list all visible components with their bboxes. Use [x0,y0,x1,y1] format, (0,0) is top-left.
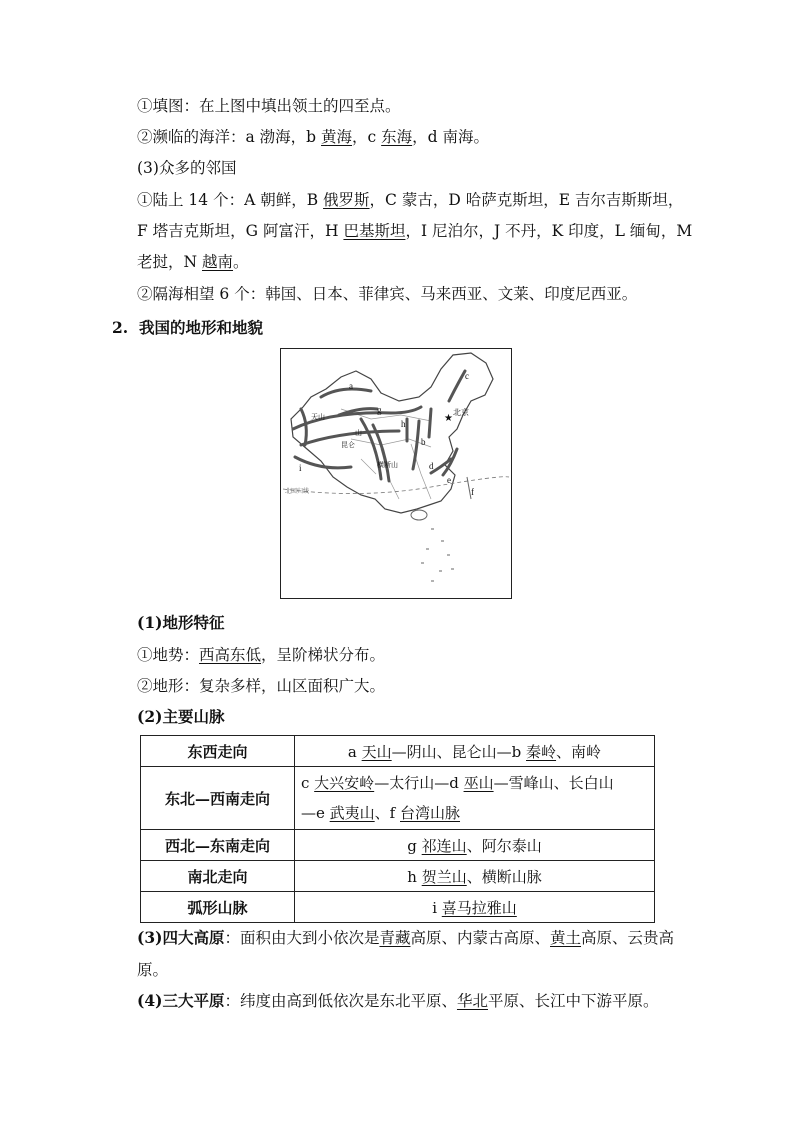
section-number: 2. [112,318,129,337]
range-direction: 东北—西南走向 [141,767,295,830]
range-direction: 西北—东南走向 [141,830,295,861]
terrain-suffix: ，呈阶梯状分布。 [261,646,386,664]
land-neighbors-line-1 [137,190,683,210]
map-letter-i: i [299,463,302,473]
map-letter-f: f [471,487,474,497]
range-text: 、南岭 [556,742,602,761]
range-answer: 天山 [361,742,392,761]
china-terrain-map [280,348,512,599]
range-answer: 巫山 [463,774,494,792]
range-text: 、阿尔泰山 [466,836,542,855]
range-list [295,767,655,830]
range-answer: 祁连山 [421,836,467,855]
plateaus-line-1 [137,928,674,948]
range-text: —阴山、昆仑山—b [391,742,527,761]
plateaus-text3: 高原、云贵高 [581,929,675,947]
range-text: a [347,742,362,761]
land2-prefix: F 塔吉克斯坦，G 阿富汗，H [137,222,344,240]
land-neighbors-line-2 [137,221,692,241]
plateau-answer-1: 青藏 [379,929,411,947]
plains-line [137,991,659,1011]
beijing-star: ★ [444,413,453,424]
terrain-answer: 西高东低 [199,646,262,664]
map-letter-g: g [377,405,382,415]
map-label-tianshan: 天山 [311,413,325,421]
neighbor-h: 巴基斯坦 [343,222,406,240]
sea-b: 黄海 [321,128,353,146]
range-text: i [432,898,442,917]
plateaus-text2: 高原、内蒙古高原、 [410,929,550,947]
ranges-row [141,736,655,767]
plain-answer: 华北 [456,992,488,1010]
range-list-line [301,768,654,798]
map-letter-e: e [447,475,451,485]
sea-c: 东海 [381,128,413,146]
plains-text1: ：纬度由高到低依次是东北平原、 [224,992,457,1010]
range-direction: 南北走向 [141,861,295,892]
plateaus-text1: ：面积由大到小依次是 [224,929,380,947]
range-list [295,861,655,892]
range-answer: 台湾山脉 [400,804,461,822]
range-list [295,892,655,923]
range-text: h [407,867,422,886]
range-list [295,736,655,767]
tropic-line [283,477,509,494]
map-label-kunlun: 昆仑 [341,441,355,449]
land1-prefix: ①陆上 14 个：A 朝鲜，B [137,191,324,209]
range-direction: 弧形山脉 [141,892,295,923]
plains-label: (4)三大平原 [137,991,225,1010]
map-label-shan: 山 [355,429,362,437]
beijing-label: 北京 [453,408,469,417]
range-answer: 武夷山 [329,804,375,822]
plains-text2: 平原、长江中下游平原。 [487,992,659,1010]
map-drawing [281,349,511,598]
plateau-answer-2: 黄土 [550,929,582,947]
range-text: 、横断山脉 [466,867,542,886]
mountain-ranges-table [140,735,655,923]
map-letter-a: a [349,381,353,391]
map-letter-b: b [421,437,426,447]
range-direction: 东西走向 [141,736,295,767]
map-letter-h: h [401,419,406,429]
seas-suffix: ，d 南海。 [412,128,490,146]
neighbor-n: 越南 [202,253,234,271]
map-letter-d: d [429,461,434,471]
ranges-row [141,830,655,861]
map-label-hengduan: 横断山 [377,461,398,469]
range-list-line [301,798,654,828]
land3-prefix: 老挝，N [137,253,202,271]
range-answer: 秦岭 [526,742,557,761]
land3-suffix: 。 [233,253,249,271]
plateaus-label: (3)四大高原 [137,928,225,947]
range-list [295,830,655,861]
plateaus-line-2: 原。 [137,961,169,979]
range-answer: 贺兰山 [421,867,467,886]
range-text: c [301,774,315,792]
ranges-row [141,861,655,892]
features-title: (1)地形特征 [137,613,225,632]
neighbors-title: (3)众多的邻国 [137,159,237,177]
range-answer: 喜马拉雅山 [441,898,517,917]
section-title: 我国的地形和地貌 [138,318,263,337]
range-answer: 大兴安岭 [314,774,375,792]
seas-prefix: ②濒临的海洋：a 渤海，b [137,128,322,146]
range-text: —雪峰山、长白山 [493,774,614,792]
ranges-row [141,892,655,923]
seas-line [137,127,489,147]
seas-mid: ，c [352,128,382,146]
sea-neighbors: ②隔海相望 6 个：韩国、日本、菲律宾、马来西亚、文莱、印度尼西亚。 [137,285,638,303]
range-text: —太行山—d [374,774,464,792]
range-text: g [407,836,422,855]
range-text: 、f [374,804,400,822]
land-neighbors-line-3 [137,252,249,272]
tropic-label: 北回归线 [285,488,310,495]
land1-suffix: ，C 蒙古，D 哈萨克斯坦，E 吉尔吉斯斯坦， [369,191,684,209]
neighbor-b: 俄罗斯 [323,191,370,209]
section-2-heading [112,318,263,338]
ranges-title: (2)主要山脉 [137,707,225,726]
terrain-prefix: ①地势： [137,646,200,664]
terrain-line [137,645,385,665]
land2-suffix: ，I 尼泊尔，J 不丹，K 印度，L 缅甸，M [405,222,693,240]
ranges-row [141,767,655,830]
range-text: —e [301,804,330,822]
fill-map-instruction: ①填图：在上图中填出领土的四至点。 [137,97,401,115]
landform-line: ②地形：复杂多样，山区面积广大。 [137,677,386,695]
map-letter-c: c [465,371,469,381]
